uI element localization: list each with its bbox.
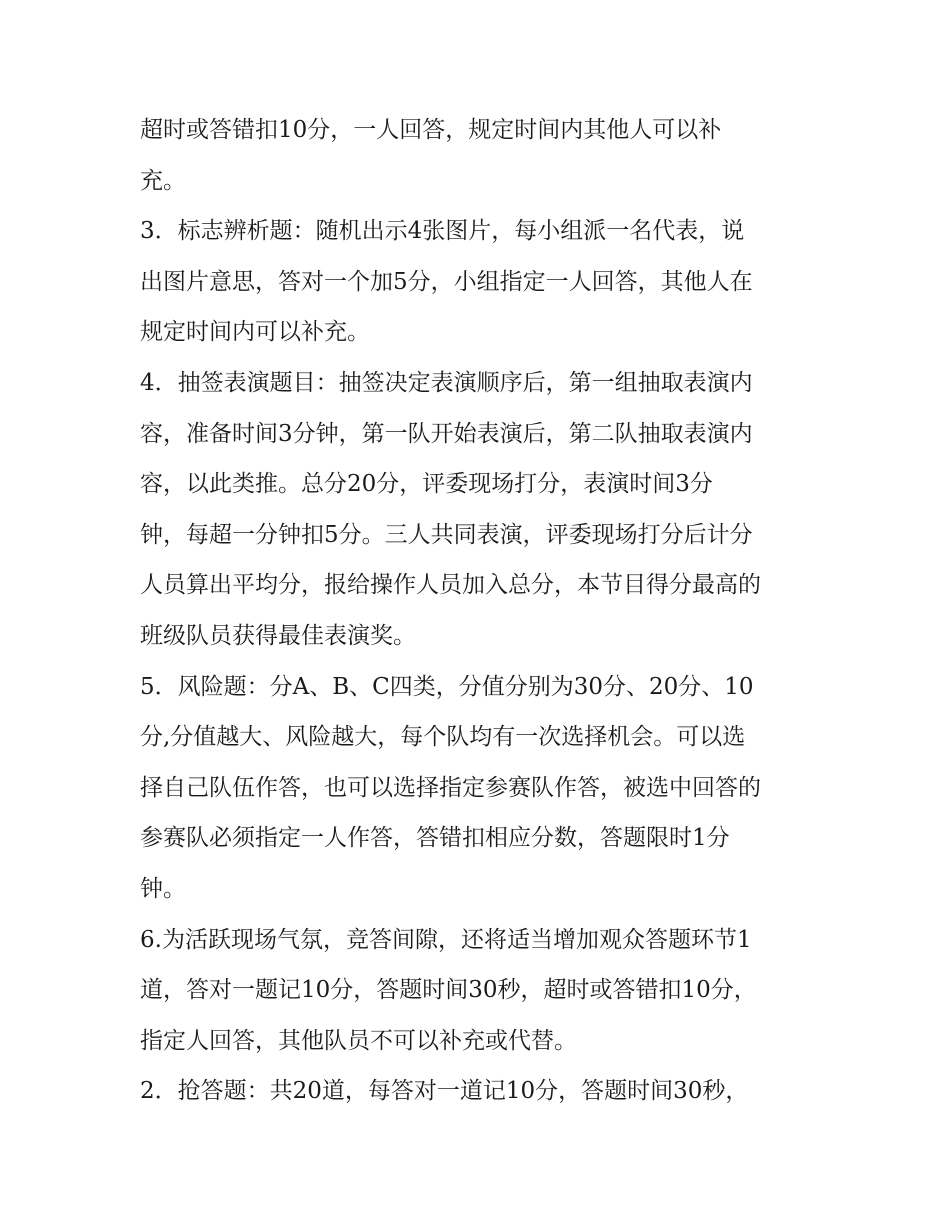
text-line: 容，准备时间3分钟，第一队开始表演后，第二队抽取表演内 xyxy=(140,420,753,447)
text-line: 班级队员获得最佳表演奖。 xyxy=(140,622,416,649)
text-line: 6.为活跃现场气氛，竞答间隙，还将适当增加观众答题环节1 xyxy=(140,926,752,953)
text-line: 4．抽签表演题目：抽签决定表演顺序后，第一组抽取表演内 xyxy=(140,369,753,396)
text-line: 超时或答错扣10分，一人回答，规定时间内其他人可以补 xyxy=(140,117,722,143)
text-line: 充。 xyxy=(140,167,186,194)
text-line: 出图片意思，答对一个加5分，小组指定一人回答，其他人在 xyxy=(140,268,753,295)
text-line: 钟。 xyxy=(140,875,186,902)
text-line: 指定人回答，其他队员不可以补充或代替。 xyxy=(140,1027,577,1054)
text-line: 择自己队伍作答，也可以选择指定参赛队作答，被选中回答的 xyxy=(140,774,761,801)
text-line: 道，答对一题记10分，答题时间30秒，超时或答错扣10分， xyxy=(140,977,757,1004)
text-line: 钟，每超一分钟扣5分。三人共同表演，评委现场打分后计分 xyxy=(140,521,753,548)
text-line: 容，以此类推。总分20分，评委现场打分，表演时间3分 xyxy=(140,471,713,498)
body-text xyxy=(140,105,820,1117)
text-line: 3．标志辨析题：随机出示4张图片，每小组派一名代表，说 xyxy=(140,218,745,245)
text-line: 5．风险题：分A、B、C四类，分值分别为30分、20分、10 xyxy=(140,673,754,700)
text-line: 参赛队必须指定一人作答，答错扣相应分数，答题限时1分 xyxy=(140,825,730,852)
text-line: 分,分值越大、风险越大，每个队均有一次选择机会。可以选 xyxy=(140,724,746,751)
text-line: 人员算出平均分，报给操作人员加入总分，本节目得分最高的 xyxy=(140,572,761,599)
text-line: 2．抢答题：共20道，每答对一道记10分，答题时间30秒， xyxy=(140,1078,749,1105)
text-line: 规定时间内可以补充。 xyxy=(140,319,370,346)
